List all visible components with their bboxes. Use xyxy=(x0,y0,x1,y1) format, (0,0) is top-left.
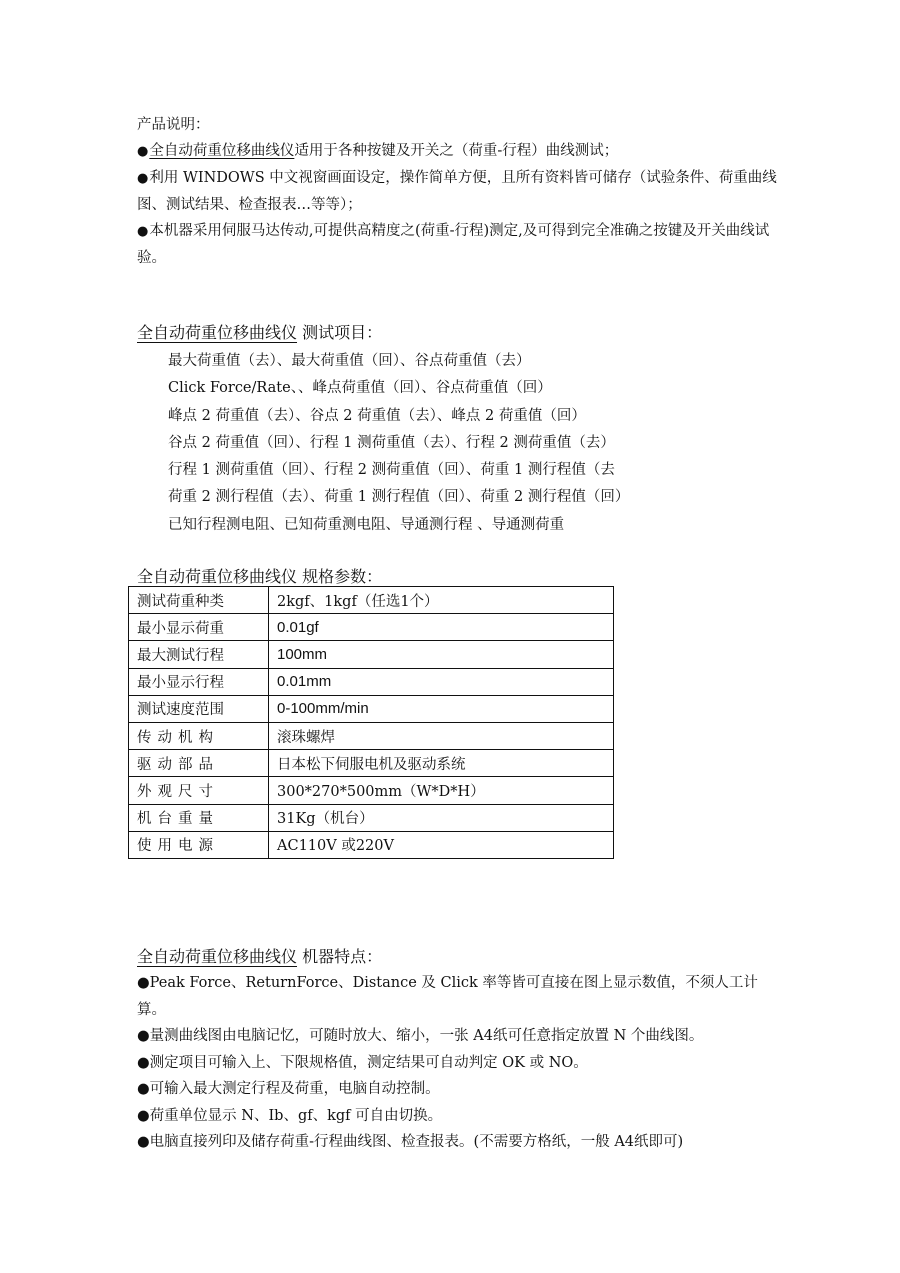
table-row xyxy=(129,750,614,777)
spec-label: 机台重量 xyxy=(129,804,269,831)
feature-item: ●量测曲线图由电脑记忆，可随时放大、缩小，一张 A4纸可任意指定放置 N 个曲线图。 xyxy=(137,1028,704,1044)
product-description xyxy=(137,112,777,271)
spec-label: 外观尺寸 xyxy=(129,777,269,804)
table-row xyxy=(129,641,614,668)
table-row xyxy=(129,777,614,804)
spec-value: 滚珠螺焊 xyxy=(269,722,614,749)
description-text: 适用于各种按键及开关之（荷重-行程）曲线测试； xyxy=(294,143,619,159)
spec-label: 驱动部品 xyxy=(129,750,269,777)
section-suffix: 测试项目： xyxy=(297,323,383,342)
table-row xyxy=(129,668,614,695)
bullet-icon: ● xyxy=(137,171,149,186)
spec-label: 最小显示行程 xyxy=(129,668,269,695)
description-text: 本机器采用伺服马达传动,可提供高精度之(荷重-行程)测定,及可得到完全准确之按键及开关曲线试验。 xyxy=(137,223,770,266)
table-row xyxy=(129,614,614,641)
description-line xyxy=(137,165,777,218)
table-row xyxy=(129,831,614,858)
section-title: 全自动荷重位移曲线仪 xyxy=(137,947,298,966)
test-item: 峰点 2 荷重值（去）、谷点 2 荷重值（去）、峰点 2 荷重值（回） xyxy=(168,407,586,424)
feature-item: ●测定项目可输入上、下限规格值，测定结果可自动判定 OK 或 NO。 xyxy=(137,1054,588,1071)
table-row xyxy=(129,722,614,749)
test-items-list xyxy=(168,348,629,539)
test-item: Click Force/Rate、、峰点荷重值（回）、谷点荷重值（回） xyxy=(168,380,552,397)
bullet-icon: ● xyxy=(137,224,149,239)
spec-label: 最大测试行程 xyxy=(129,641,269,668)
spec-value: 0-100mm/min xyxy=(269,695,614,722)
spec-label: 使用电源 xyxy=(129,831,269,858)
feature-item: ●电脑直接列印及储存荷重-行程曲线图、检查报表。(不需要方格纸，一般 A4纸即可) xyxy=(137,1134,684,1150)
spec-table xyxy=(128,586,614,859)
section-suffix: 机器特点： xyxy=(297,947,383,966)
spec-label: 测试速度范围 xyxy=(129,695,269,722)
description-text: 利用 WINDOWS 中文视窗画面设定，操作简单方便，且所有资料皆可储存（试验条件、荷重曲线图、测试结果、检查报表…等等）； xyxy=(137,170,777,213)
description-line xyxy=(137,138,777,165)
test-item: 荷重 2 测行程值（去）、荷重 1 测行程值（回）、荷重 2 测行程值（回） xyxy=(168,489,630,506)
spec-label: 传动机构 xyxy=(129,722,269,749)
feature-item: ●Peak Force、ReturnForce、Distance 及 Click 率等皆可直接在图上显示数值，不须人工计算。 xyxy=(137,975,758,1018)
section-title: 全自动荷重位移曲线仪 xyxy=(137,567,298,586)
table-row xyxy=(129,804,614,831)
feature-item: ●荷重单位显示 N、Ib、gf、kgf 可自由切换。 xyxy=(137,1107,443,1124)
test-item: 已知行程测电阻、已知荷重测电阻、导通测行程 、导通测荷重 xyxy=(168,516,565,533)
description-heading: 产品说明： xyxy=(137,117,210,133)
spec-value: 300*270*500mm（W*D*H） xyxy=(269,777,614,804)
features-heading xyxy=(137,944,382,967)
spec-value: 日本松下伺服电机及驱动系统 xyxy=(269,750,614,777)
spec-value: AC110V 或220V xyxy=(269,831,614,858)
table-row xyxy=(129,587,614,614)
spec-heading xyxy=(137,564,382,587)
section-suffix: 规格参数： xyxy=(297,567,383,586)
bullet-icon: ● xyxy=(137,144,149,159)
features-list xyxy=(137,970,777,1156)
test-item: 最大荷重值（去）、最大荷重值（回）、谷点荷重值（去） xyxy=(168,353,531,369)
table-row xyxy=(129,695,614,722)
spec-value: 2kgf、1kgf（任选1个） xyxy=(269,587,614,614)
section-title: 全自动荷重位移曲线仪 xyxy=(137,323,298,342)
spec-value: 31Kg（机台） xyxy=(269,804,614,831)
test-item: 谷点 2 荷重值（回）、行程 1 测荷重值（去）、行程 2 测荷重值（去） xyxy=(168,434,615,451)
spec-value: 0.01gf xyxy=(269,614,614,641)
feature-item: ●可输入最大测定行程及荷重，电脑自动控制。 xyxy=(137,1081,440,1097)
product-name: 全自动荷重位移曲线仪 xyxy=(149,143,295,159)
description-line xyxy=(137,218,777,271)
spec-label: 最小显示荷重 xyxy=(129,614,269,641)
spec-value: 0.01mm xyxy=(269,668,614,695)
test-item: 行程 1 测荷重值（回）、行程 2 测荷重值（回）、荷重 1 测行程值（去 xyxy=(168,462,615,479)
test-items-heading xyxy=(137,320,382,343)
spec-label: 测试荷重种类 xyxy=(129,587,269,614)
spec-value: 100mm xyxy=(269,641,614,668)
